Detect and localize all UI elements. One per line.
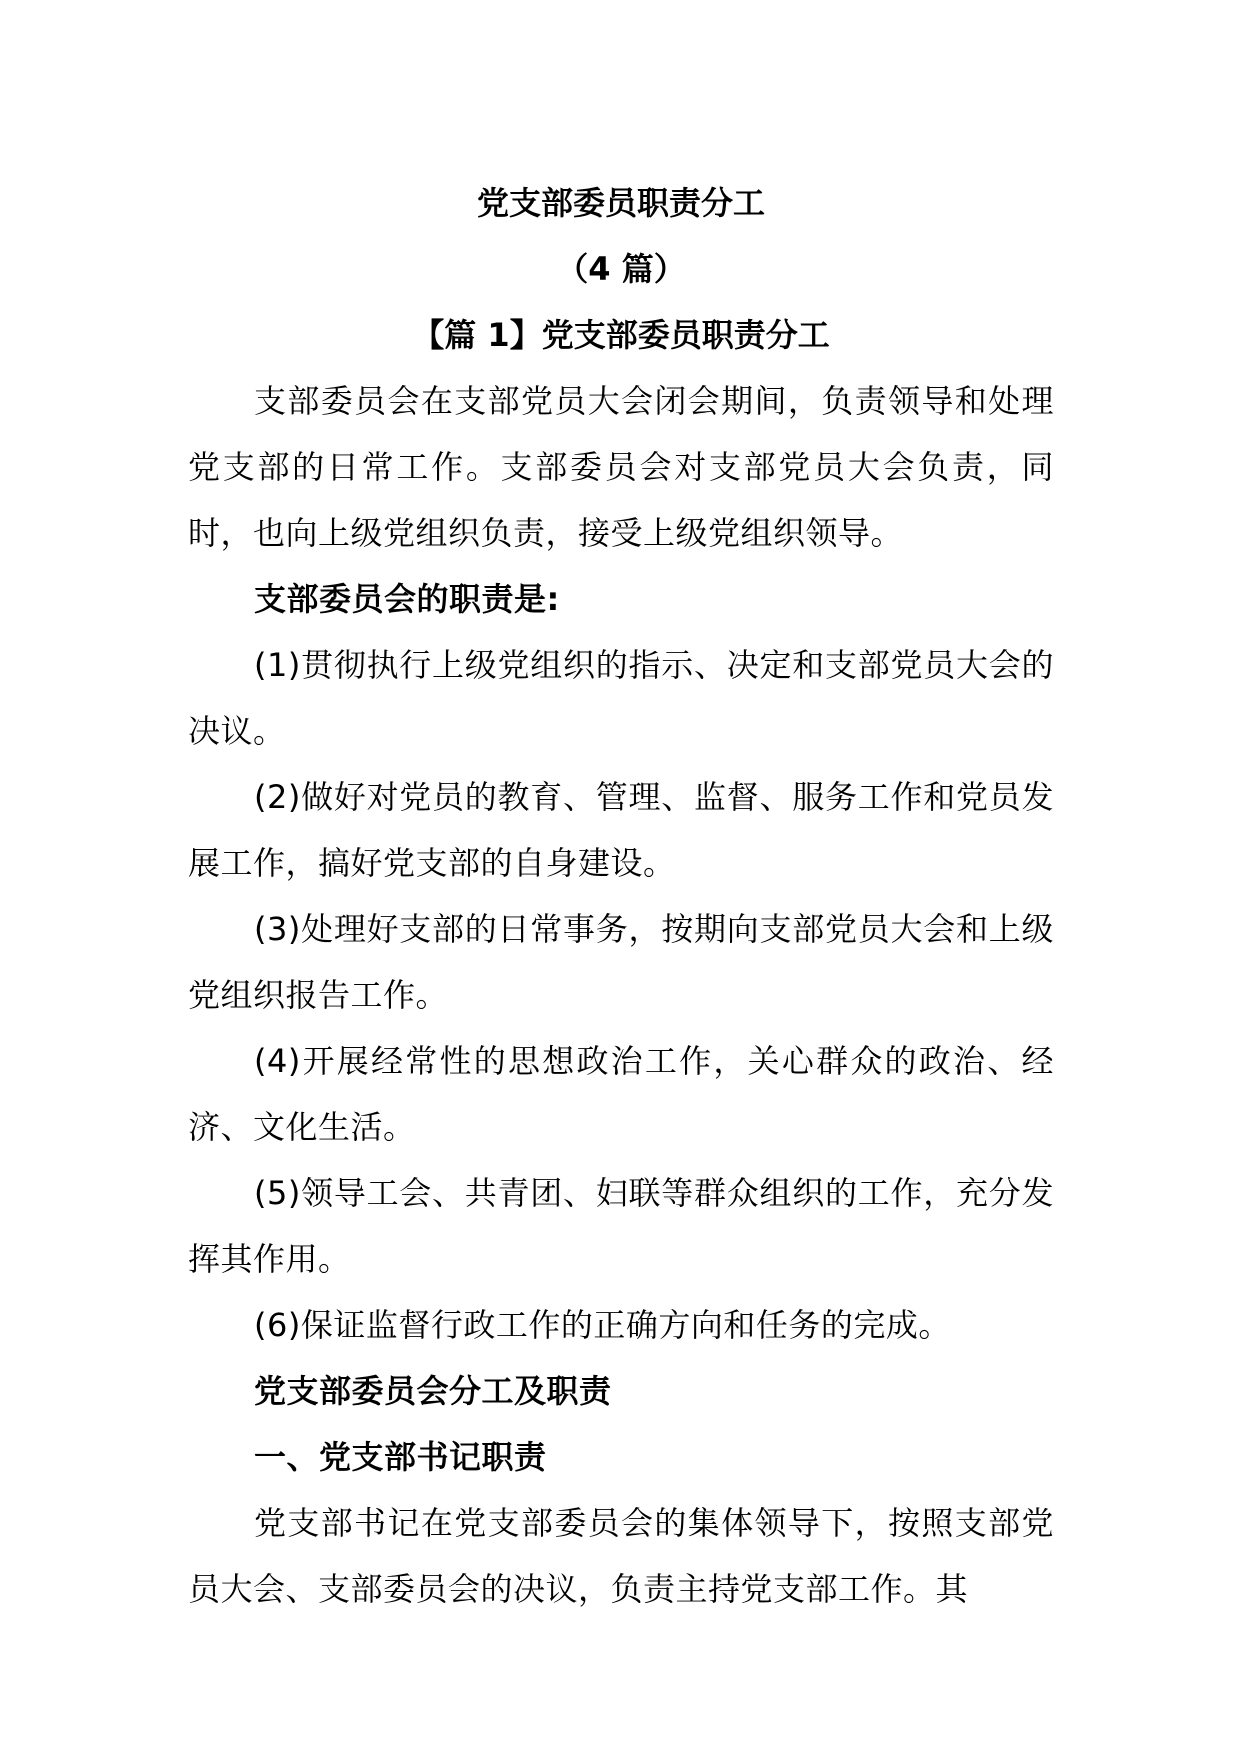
duties-heading: 支部委员会的职责是: [254,580,560,618]
duty-item: (2)做好对党员的教育、管理、监督、服务工作和党员发展工作，搞好党支部的自身建设。 [188,778,1054,882]
document-body [188,170,1054,1622]
division-heading: 党支部委员会分工及职责 [254,1372,612,1410]
document-title: 党支部委员职责分工 [476,184,765,222]
document-subtitle: （4 篇） [556,250,686,288]
intro-paragraph: 支部委员会在支部党员大会闭会期间，负责领导和处理党支部的日常工作。支部委员会对支部党员大会负责，同时，也向上级党组织负责，接受上级党组织领导。 [188,382,1054,552]
section-heading: 【篇 1】党支部委员职责分工 [412,316,830,354]
duty-item: (6)保证监督行政工作的正确方向和任务的完成。 [254,1306,951,1344]
secretary-paragraph: 党支部书记在党支部委员会的集体领导下，按照支部党员大会、支部委员会的决议，负责主持党支部工作。其 [188,1504,1054,1608]
duty-item: (3)处理好支部的日常事务，按期向支部党员大会和上级党组织报告工作。 [188,910,1054,1014]
duty-item: (4)开展经常性的思想政治工作，关心群众的政治、经济、文化生活。 [188,1042,1054,1146]
duty-item: (1)贯彻执行上级党组织的指示、决定和支部党员大会的决议。 [188,646,1054,750]
duty-item: (5)领导工会、共青团、妇联等群众组织的工作，充分发挥其作用。 [188,1174,1054,1278]
secretary-heading: 一、党支部书记职责 [254,1438,547,1476]
